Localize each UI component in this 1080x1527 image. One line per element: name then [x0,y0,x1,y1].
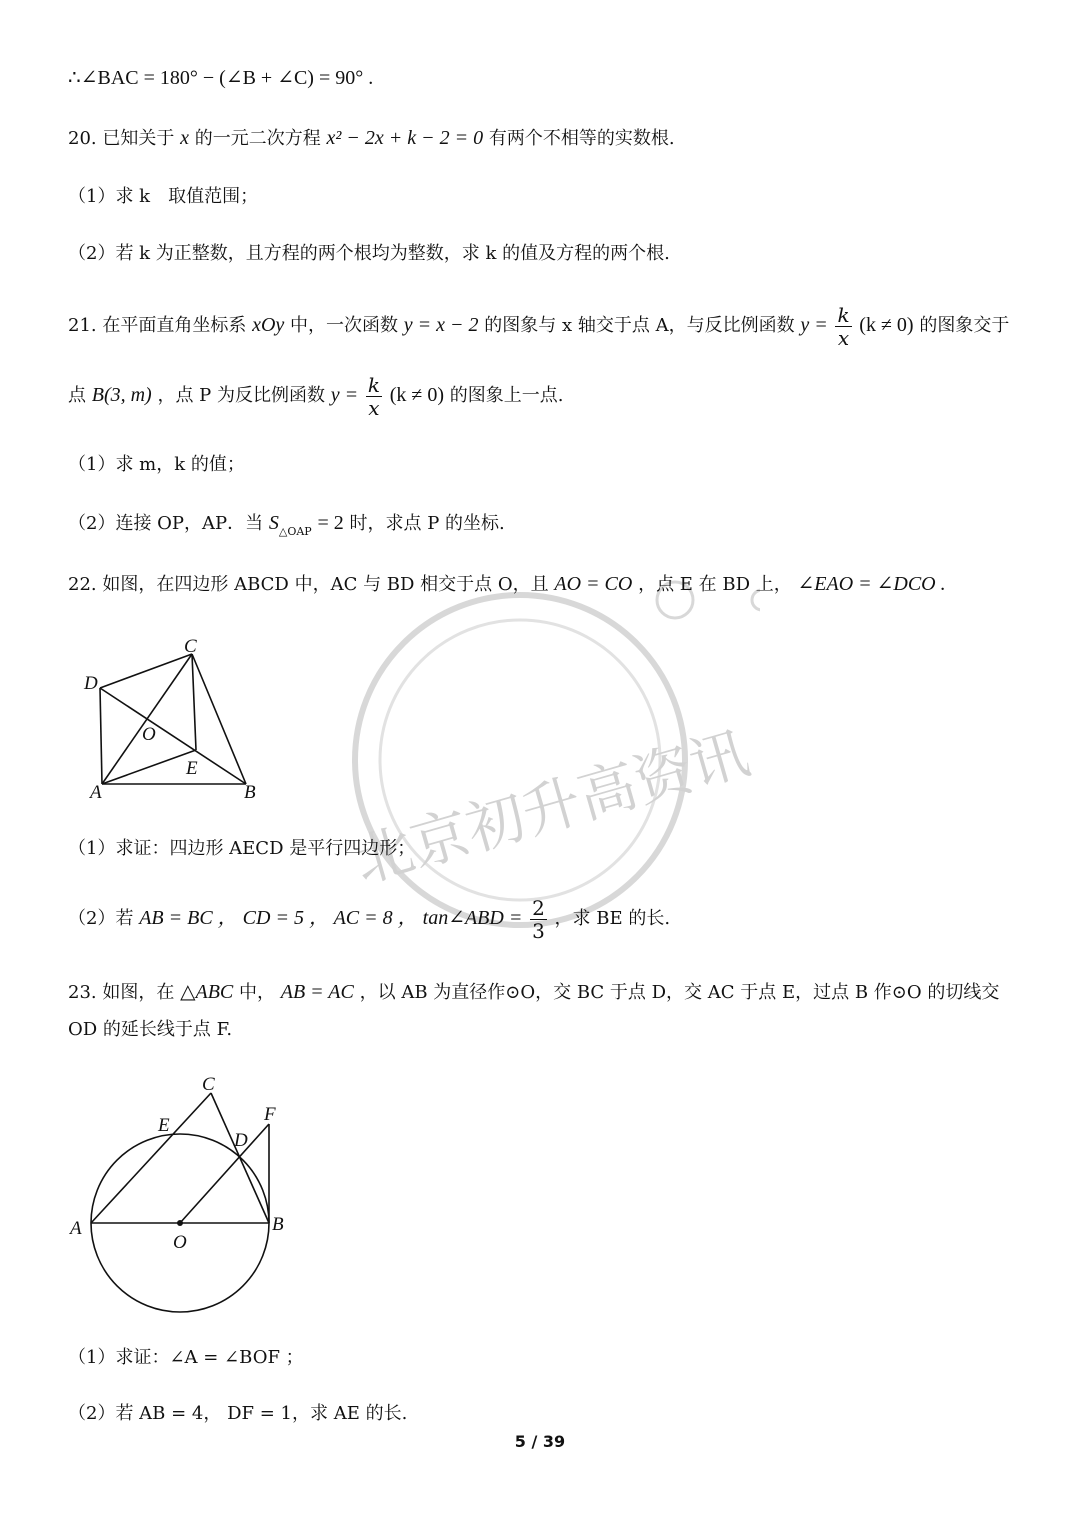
label-o: O [173,1232,187,1253]
label-b: B [272,1214,284,1235]
label-c: C [202,1074,215,1095]
label-d: D [234,1130,248,1151]
question-23: 23. 如图，在 △ABC 中， AB = AC ，以 AB 为直径作⊙O，交 BC 于点 D，交 AC 于点 E，过点 B 作⊙O 的切线交 [68,981,1000,1003]
question-21-cont: 点 B(3, m) ，点 P 为反比例函数 y = $\frac{k}{x}$ (k ≠ 0) 的图象上一点. [68,372,564,420]
label-e: E [186,758,198,779]
watermark-seal [300,560,760,943]
label-e: E [158,1115,170,1136]
question-21-part-1: （1）求 m，k 的值； [68,454,245,475]
label-f: F [264,1104,276,1125]
fraction-k-over-x: $\frac{k}{x}$ [367,372,380,420]
question-22: 22. 如图，在四边形 ABCD 中，AC 与 BD 相交于点 O，且 AO = CO ，点 E 在 BD 上， ∠EAO = ∠DCO . [68,573,946,595]
figure-circle-triangle [62,1068,302,1320]
question-23-part-2: （2）若 AB = 4， DF = 1，求 AE 的长. [68,1403,408,1424]
watermark-text: 北京初升高资讯 [347,718,757,896]
label-c: C [184,636,197,657]
question-23-part-1: （1）求证：∠A = ∠BOF ； [68,1347,304,1368]
label-d: D [84,673,98,694]
question-22-part-1: （1）求证：四边形 AECD 是平行四边形； [68,838,416,859]
figure-quadrilateral-abcd [80,632,280,807]
fraction-two-thirds: $\frac{2}{3}$ [532,895,545,943]
question-20-part-1: （1）求 k 取值范围； [68,186,259,207]
question-20-part-2: （2）若 k 为正整数，且方程的两个根均为整数，求 k 的值及方程的两个根. [68,243,670,264]
question-22-part-2: （2）若 AB = BC ， CD = 5 ， AC = 8 ， tan∠ABD = $\frac{2}{3}$ ，求 BE 的长. [68,895,671,943]
center-dot [177,1220,183,1226]
question-20: 20. 已知关于 x 的一元二次方程 x² − 2x + k − 2 = 0 有两个不相等的实数根. [68,127,675,149]
question-21: 21. 在平面直角坐标系 xOy 中，一次函数 y = x − 2 的图象与 x 轴交于点 A，与反比例函数 y = $\frac{k}{x}$ (k ≠ 0) 的图象交于 [68,302,1010,350]
page-number: 5 / 39 [514,1432,566,1451]
question-23-cont: OD 的延长线于点 F. [68,1019,233,1040]
label-b: B [244,782,256,803]
fraction-k-over-x: $\frac{k}{x}$ [837,302,850,350]
label-o: O [142,724,156,745]
label-a: A [90,782,102,803]
conclusion-line: ∴∠BAC = 180° − (∠B + ∠C) = 90° . [68,67,374,89]
label-a: A [70,1218,82,1239]
question-21-part-2: （2）连接 OP，AP．当 $S_{\triangle OAP} = 2$ 时，求点 P 的坐标. [68,512,505,538]
equation: x² − 2x + k − 2 = 0 [326,127,484,149]
